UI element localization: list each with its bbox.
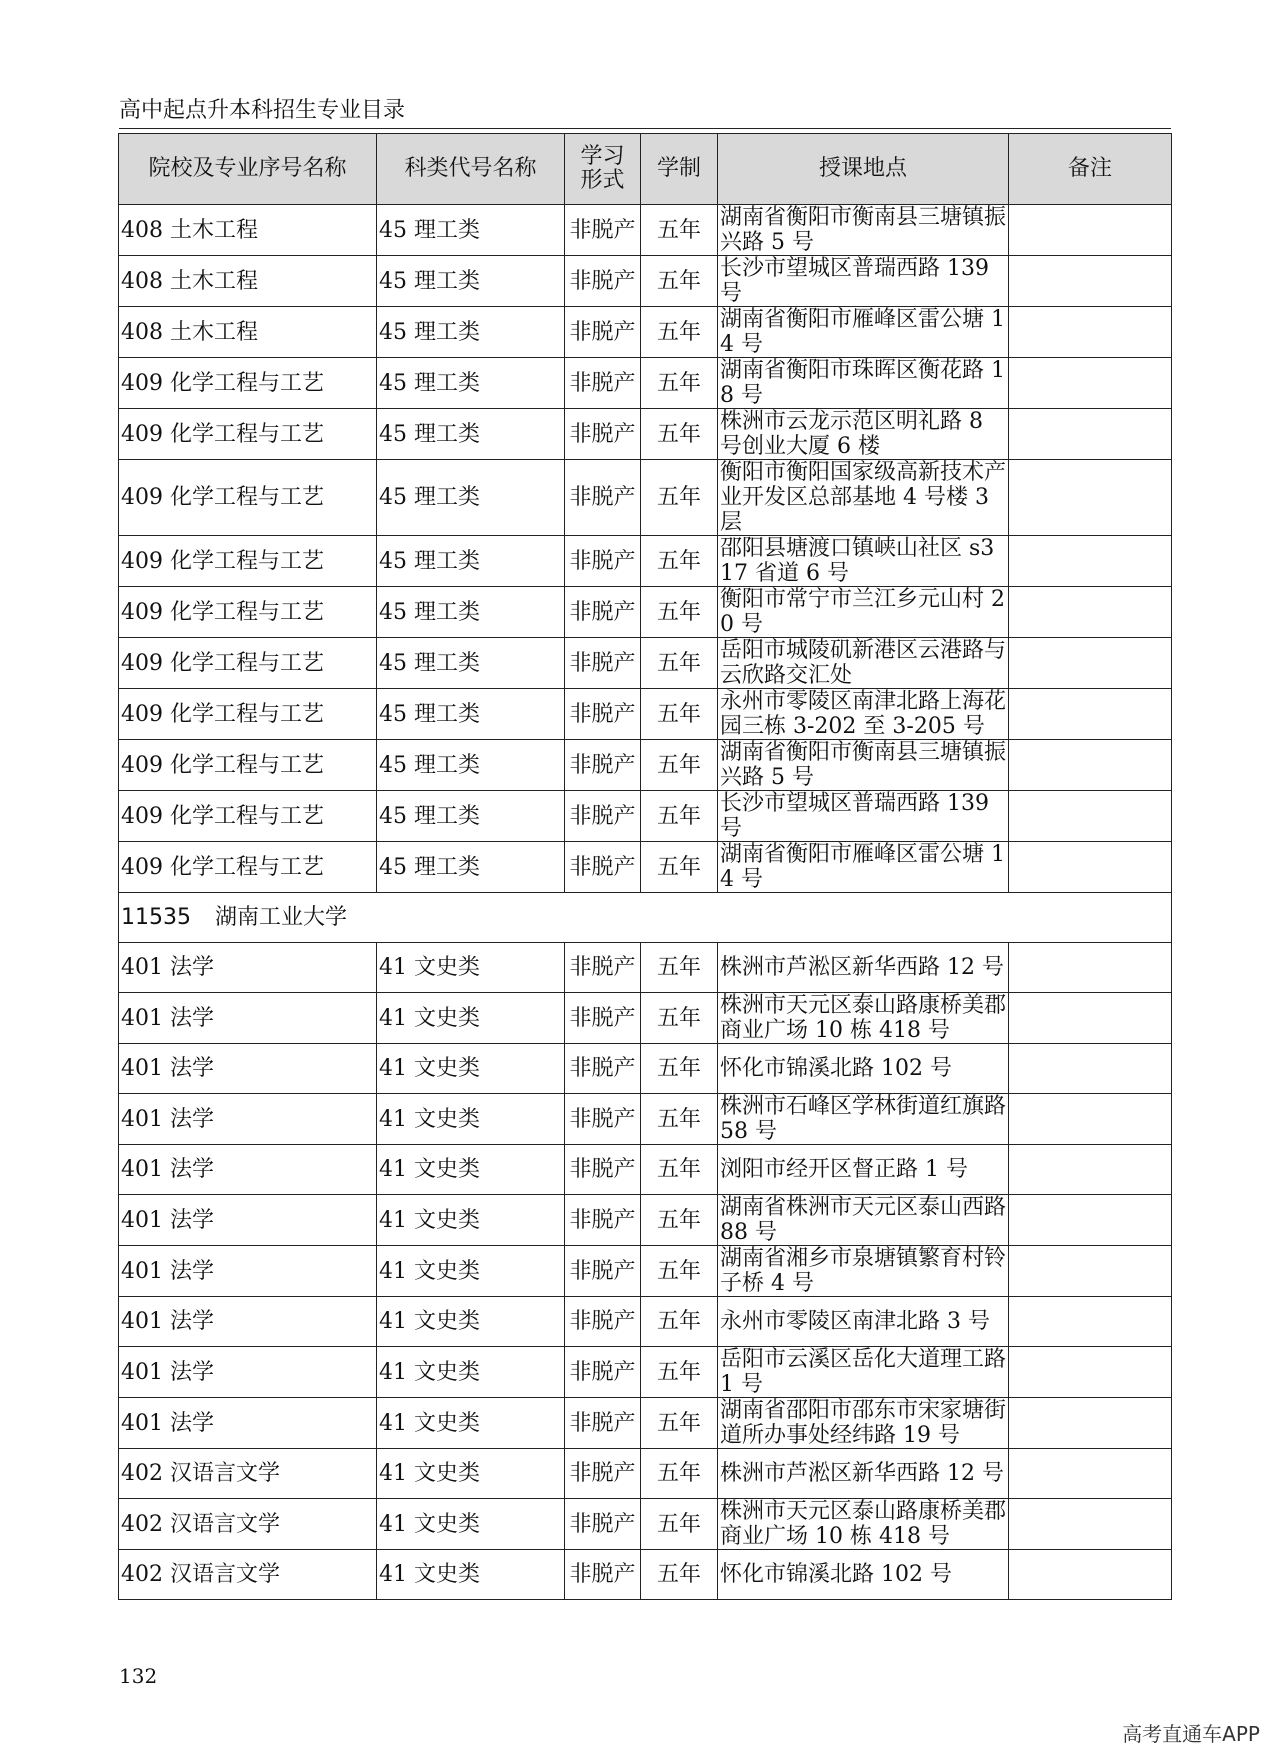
category-cell: 41 文史类 <box>377 1398 565 1449</box>
location-cell: 衡阳市衡阳国家级高新技术产业开发区总部基地 4 号楼 3 层 <box>718 460 1009 536</box>
duration-cell: 五年 <box>641 307 718 358</box>
table-row <box>119 1398 1172 1449</box>
col-header-mode-text: 学习 形式 <box>580 144 625 193</box>
table-row <box>119 460 1172 536</box>
table-row <box>119 1094 1172 1145</box>
duration-cell: 五年 <box>641 1398 718 1449</box>
program-cell: 401 法学 <box>119 1044 377 1094</box>
table-row <box>119 1347 1172 1398</box>
note-cell <box>1009 205 1172 256</box>
category-cell: 45 理工类 <box>377 536 565 587</box>
category-cell: 45 理工类 <box>377 791 565 842</box>
duration-cell: 五年 <box>641 842 718 893</box>
location-cell: 衡阳市常宁市兰江乡元山村 20 号 <box>718 587 1009 638</box>
note-cell <box>1009 791 1172 842</box>
mode-cell: 非脱产 <box>565 1297 641 1347</box>
program-cell: 409 化学工程与工艺 <box>119 358 377 409</box>
table-row <box>119 1195 1172 1246</box>
category-cell: 45 理工类 <box>377 307 565 358</box>
duration-cell: 五年 <box>641 256 718 307</box>
category-cell: 41 文史类 <box>377 1094 565 1145</box>
note-cell <box>1009 460 1172 536</box>
mode-cell: 非脱产 <box>565 358 641 409</box>
note-cell <box>1009 1550 1172 1600</box>
duration-cell: 五年 <box>641 993 718 1044</box>
mode-cell: 非脱产 <box>565 1145 641 1195</box>
category-cell: 41 文史类 <box>377 1297 565 1347</box>
program-cell: 409 化学工程与工艺 <box>119 740 377 791</box>
program-cell: 402 汉语言文学 <box>119 1550 377 1600</box>
table-row <box>119 993 1172 1044</box>
note-cell <box>1009 638 1172 689</box>
note-cell <box>1009 689 1172 740</box>
duration-cell: 五年 <box>641 1094 718 1145</box>
program-cell: 401 法学 <box>119 1195 377 1246</box>
program-cell: 408 土木工程 <box>119 205 377 256</box>
page-number: 132 <box>119 1664 158 1688</box>
location-cell: 湖南省衡阳市衡南县三塘镇振兴路 5 号 <box>718 740 1009 791</box>
duration-cell: 五年 <box>641 1195 718 1246</box>
category-cell: 45 理工类 <box>377 205 565 256</box>
note-cell <box>1009 536 1172 587</box>
program-cell: 401 法学 <box>119 1398 377 1449</box>
duration-cell: 五年 <box>641 1499 718 1550</box>
program-cell: 409 化学工程与工艺 <box>119 689 377 740</box>
category-cell: 41 文史类 <box>377 1449 565 1499</box>
mode-cell: 非脱产 <box>565 1449 641 1499</box>
category-cell: 45 理工类 <box>377 689 565 740</box>
table-row <box>119 307 1172 358</box>
duration-cell: 五年 <box>641 1347 718 1398</box>
program-cell: 401 法学 <box>119 1094 377 1145</box>
group2-body <box>119 943 1172 1600</box>
location-cell: 株洲市天元区泰山路康桥美郡商业广场 10 栋 418 号 <box>718 993 1009 1044</box>
category-cell: 41 文史类 <box>377 943 565 993</box>
mode-cell: 非脱产 <box>565 740 641 791</box>
location-cell: 湖南省株洲市天元区泰山西路 88 号 <box>718 1195 1009 1246</box>
table-header-row <box>119 134 1172 205</box>
category-cell: 41 文史类 <box>377 1347 565 1398</box>
location-cell: 湖南省衡阳市衡南县三塘镇振兴路 5 号 <box>718 205 1009 256</box>
mode-cell: 非脱产 <box>565 460 641 536</box>
location-cell: 株洲市云龙示范区明礼路 8 号创业大厦 6 楼 <box>718 409 1009 460</box>
note-cell <box>1009 1195 1172 1246</box>
duration-cell: 五年 <box>641 205 718 256</box>
university-name: 湖南工业大学 <box>215 905 348 930</box>
location-cell: 湖南省衡阳市珠晖区衡花路 18 号 <box>718 358 1009 409</box>
watermark: 高考直通车APP <box>1122 1722 1260 1746</box>
program-cell: 409 化学工程与工艺 <box>119 842 377 893</box>
program-cell: 409 化学工程与工艺 <box>119 409 377 460</box>
category-cell: 41 文史类 <box>377 1195 565 1246</box>
mode-cell: 非脱产 <box>565 993 641 1044</box>
note-cell <box>1009 1347 1172 1398</box>
category-cell: 41 文史类 <box>377 1550 565 1600</box>
location-cell: 湖南省衡阳市雁峰区雷公塘 14 号 <box>718 307 1009 358</box>
location-cell: 浏阳市经开区督正路 1 号 <box>718 1145 1009 1195</box>
duration-cell: 五年 <box>641 460 718 536</box>
table-row <box>119 1044 1172 1094</box>
program-cell: 402 汉语言文学 <box>119 1449 377 1499</box>
note-cell <box>1009 1094 1172 1145</box>
location-cell: 株洲市石峰区学林街道红旗路 58 号 <box>718 1094 1009 1145</box>
note-cell <box>1009 409 1172 460</box>
table-row <box>119 409 1172 460</box>
location-cell: 湖南省衡阳市雁峰区雷公塘 14 号 <box>718 842 1009 893</box>
table-row <box>119 740 1172 791</box>
table-row <box>119 358 1172 409</box>
category-cell: 45 理工类 <box>377 587 565 638</box>
duration-cell: 五年 <box>641 409 718 460</box>
location-cell: 长沙市望城区普瑞西路 139 号 <box>718 791 1009 842</box>
note-cell <box>1009 1398 1172 1449</box>
duration-cell: 五年 <box>641 689 718 740</box>
category-cell: 45 理工类 <box>377 842 565 893</box>
note-cell <box>1009 1499 1172 1550</box>
page-header-title: 高中起点升本科招生专业目录 <box>119 96 1171 129</box>
duration-cell: 五年 <box>641 587 718 638</box>
category-cell: 45 理工类 <box>377 256 565 307</box>
mode-cell: 非脱产 <box>565 1398 641 1449</box>
program-cell: 409 化学工程与工艺 <box>119 536 377 587</box>
mode-cell: 非脱产 <box>565 689 641 740</box>
mode-cell: 非脱产 <box>565 409 641 460</box>
duration-cell: 五年 <box>641 1550 718 1600</box>
duration-cell: 五年 <box>641 740 718 791</box>
table-row <box>119 1550 1172 1600</box>
note-cell <box>1009 1145 1172 1195</box>
mode-cell: 非脱产 <box>565 307 641 358</box>
mode-cell: 非脱产 <box>565 1044 641 1094</box>
university-section-cell <box>119 893 1172 943</box>
location-cell: 岳阳市城陵矶新港区云港路与云欣路交汇处 <box>718 638 1009 689</box>
duration-cell: 五年 <box>641 536 718 587</box>
note-cell <box>1009 307 1172 358</box>
program-cell: 401 法学 <box>119 993 377 1044</box>
mode-cell: 非脱产 <box>565 1094 641 1145</box>
duration-cell: 五年 <box>641 1449 718 1499</box>
university-code: 11535 <box>121 905 191 930</box>
duration-cell: 五年 <box>641 1145 718 1195</box>
table-row <box>119 689 1172 740</box>
mode-cell: 非脱产 <box>565 638 641 689</box>
table-row <box>119 842 1172 893</box>
location-cell: 湖南省湘乡市泉塘镇繁育村铃子桥 4 号 <box>718 1246 1009 1297</box>
mode-cell: 非脱产 <box>565 943 641 993</box>
table-row <box>119 256 1172 307</box>
table-row <box>119 791 1172 842</box>
program-cell: 409 化学工程与工艺 <box>119 638 377 689</box>
table-row <box>119 205 1172 256</box>
mode-cell: 非脱产 <box>565 536 641 587</box>
mode-cell: 非脱产 <box>565 1499 641 1550</box>
duration-cell: 五年 <box>641 358 718 409</box>
mode-cell: 非脱产 <box>565 587 641 638</box>
note-cell <box>1009 1449 1172 1499</box>
program-cell: 401 法学 <box>119 1246 377 1297</box>
program-cell: 401 法学 <box>119 1297 377 1347</box>
program-cell: 409 化学工程与工艺 <box>119 791 377 842</box>
location-cell: 邵阳县塘渡口镇峡山社区 s317 省道 6 号 <box>718 536 1009 587</box>
duration-cell: 五年 <box>641 1297 718 1347</box>
note-cell <box>1009 358 1172 409</box>
mode-cell: 非脱产 <box>565 842 641 893</box>
location-cell: 怀化市锦溪北路 102 号 <box>718 1550 1009 1600</box>
table-row <box>119 536 1172 587</box>
location-cell: 长沙市望城区普瑞西路 139 号 <box>718 256 1009 307</box>
table-row <box>119 587 1172 638</box>
category-cell: 41 文史类 <box>377 1246 565 1297</box>
table-row <box>119 1145 1172 1195</box>
note-cell <box>1009 1044 1172 1094</box>
mode-cell: 非脱产 <box>565 205 641 256</box>
note-cell <box>1009 256 1172 307</box>
program-cell: 402 汉语言文学 <box>119 1499 377 1550</box>
duration-cell: 五年 <box>641 1246 718 1297</box>
program-cell: 409 化学工程与工艺 <box>119 587 377 638</box>
note-cell <box>1009 842 1172 893</box>
mode-cell: 非脱产 <box>565 1195 641 1246</box>
note-cell <box>1009 1297 1172 1347</box>
location-cell: 岳阳市云溪区岳化大道理工路 1 号 <box>718 1347 1009 1398</box>
table-row <box>119 1246 1172 1297</box>
table-row <box>119 943 1172 993</box>
category-cell: 45 理工类 <box>377 358 565 409</box>
location-cell: 湖南省邵阳市邵东市宋家塘街道所办事处经纬路 19 号 <box>718 1398 1009 1449</box>
location-cell: 株洲市芦淞区新华西路 12 号 <box>718 943 1009 993</box>
note-cell <box>1009 740 1172 791</box>
university-section-row <box>119 893 1172 943</box>
col-header-note: 备注 <box>1009 134 1172 205</box>
col-header-program: 院校及专业序号名称 <box>119 134 377 205</box>
category-cell: 45 理工类 <box>377 409 565 460</box>
table-row <box>119 1499 1172 1550</box>
location-cell: 怀化市锦溪北路 102 号 <box>718 1044 1009 1094</box>
section-body <box>119 893 1172 943</box>
table-row <box>119 1449 1172 1499</box>
category-cell: 41 文史类 <box>377 993 565 1044</box>
category-cell: 41 文史类 <box>377 1044 565 1094</box>
note-cell <box>1009 993 1172 1044</box>
mode-cell: 非脱产 <box>565 1550 641 1600</box>
program-catalog-table <box>118 133 1172 1600</box>
col-header-category: 科类代号名称 <box>377 134 565 205</box>
location-cell: 永州市零陵区南津北路上海花园三栋 3-202 至 3-205 号 <box>718 689 1009 740</box>
table-row <box>119 638 1172 689</box>
table-row <box>119 1297 1172 1347</box>
note-cell <box>1009 943 1172 993</box>
category-cell: 45 理工类 <box>377 460 565 536</box>
program-cell: 401 法学 <box>119 1145 377 1195</box>
group1-body <box>119 205 1172 893</box>
location-cell: 株洲市芦淞区新华西路 12 号 <box>718 1449 1009 1499</box>
location-cell: 永州市零陵区南津北路 3 号 <box>718 1297 1009 1347</box>
duration-cell: 五年 <box>641 1044 718 1094</box>
program-cell: 409 化学工程与工艺 <box>119 460 377 536</box>
duration-cell: 五年 <box>641 943 718 993</box>
mode-cell: 非脱产 <box>565 1347 641 1398</box>
duration-cell: 五年 <box>641 638 718 689</box>
category-cell: 41 文史类 <box>377 1499 565 1550</box>
category-cell: 45 理工类 <box>377 638 565 689</box>
note-cell <box>1009 587 1172 638</box>
col-header-mode <box>565 134 641 205</box>
mode-cell: 非脱产 <box>565 791 641 842</box>
program-cell: 408 土木工程 <box>119 307 377 358</box>
program-cell: 408 土木工程 <box>119 256 377 307</box>
col-header-location: 授课地点 <box>718 134 1009 205</box>
duration-cell: 五年 <box>641 791 718 842</box>
location-cell: 株洲市天元区泰山路康桥美郡商业广场 10 栋 418 号 <box>718 1499 1009 1550</box>
note-cell <box>1009 1246 1172 1297</box>
col-header-duration: 学制 <box>641 134 718 205</box>
category-cell: 45 理工类 <box>377 740 565 791</box>
program-cell: 401 法学 <box>119 943 377 993</box>
category-cell: 41 文史类 <box>377 1145 565 1195</box>
mode-cell: 非脱产 <box>565 1246 641 1297</box>
mode-cell: 非脱产 <box>565 256 641 307</box>
program-cell: 401 法学 <box>119 1347 377 1398</box>
